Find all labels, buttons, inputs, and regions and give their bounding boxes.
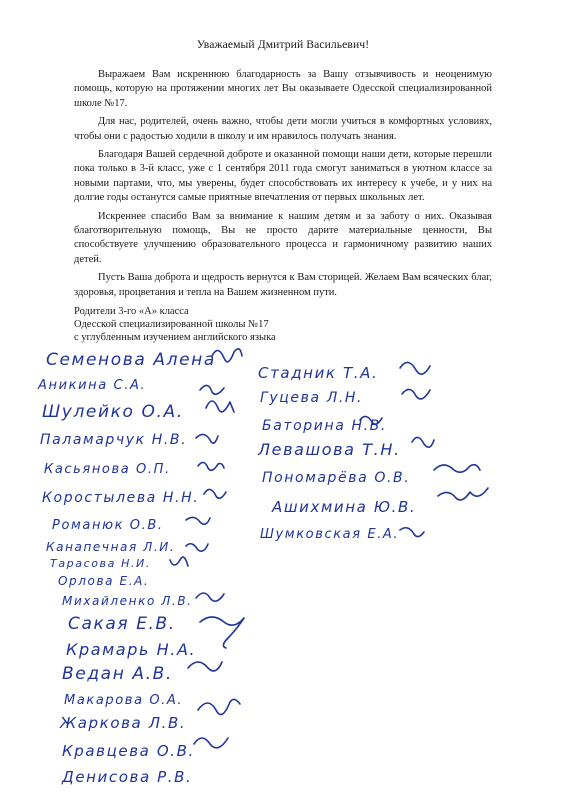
signature-right: Шумковская Е.А. — [260, 527, 400, 542]
signature-left: Жаркова Л.В. — [60, 714, 187, 732]
signature-right: Баторина Н.В. — [262, 418, 387, 434]
signature-left: Сакая Е.В. — [68, 614, 176, 634]
signature-left: Тарасова Н.И. — [50, 557, 151, 570]
signature-right: Стадник Т.А. — [258, 364, 379, 382]
signature-right: Гуцева Л.Н. — [260, 390, 364, 406]
signature-right: Левашова Т.Н. — [258, 440, 401, 459]
signature-left: Крамарь Н.А. — [66, 640, 197, 659]
signature-left: Романюк О.В. — [52, 518, 164, 533]
letter-greeting: Уважаемый Дмитрий Васильевич! — [196, 38, 370, 51]
signature-left: Коростылева Н.Н. — [42, 490, 200, 506]
signature-left: Аникина С.А. — [38, 378, 147, 393]
letter-paragraph: Выражаем Вам искреннюю благодарность за Вашу отзывчивость и неоценимую помощь, которую на протяжении многих лет Вы оказываете Одесской специализированной школе №17. — [74, 69, 492, 109]
sender-line: Одесской специализированной школы №17 — [74, 318, 269, 330]
letter-paragraph: Для нас, родителей, очень важно, чтобы дети могли учиться в комфортных условиях, чтобы они с радостью ходили в школу и им нравилось получать знания. — [74, 116, 492, 142]
letter-paragraph: Пусть Ваша доброта и щедрость вернутся к Вам сторицей. Желаем Вам всяческих благ, здоровья, процветания и тепла на Вашем жизненном пути. — [74, 272, 492, 298]
signature-left: Орлова Е.А. — [58, 574, 150, 588]
signature-right: Ашихмина Ю.В. — [272, 498, 417, 516]
signature-left: Касьянова О.П. — [44, 462, 171, 477]
signature-right: Пономарёва О.В. — [262, 470, 411, 486]
signature-left: Семенова Алена — [46, 350, 216, 370]
sender-line: с углубленным изучением английского языка — [74, 331, 276, 343]
signature-left: Михайленко Л.В. — [62, 594, 193, 608]
signature-left: Шулейко О.А. — [42, 402, 184, 422]
signature-left: Паламарчук Н.В. — [40, 432, 188, 448]
sender-line: Родители 3-го «А» класса — [74, 306, 189, 317]
letter-paragraph: Искреннее спасибо Вам за внимание к нашим детям и за заботу о них. Оказывая благотворительную помощь, Вы не просто дарите материальные ценности, Вы способствуете улучшению образовательного процесса и гармоничному развитию наших детей. — [74, 210, 492, 265]
signature-left: Канапечная Л.И. — [46, 540, 176, 554]
signature-left: Кравцева О.В. — [62, 742, 195, 760]
signature-left: Ведан А.В. — [62, 664, 173, 684]
letter-paragraph: Благодаря Вашей сердечной доброте и оказанной помощи наши дети, которые перешли пока только в 3-й класс, уже с 1 сентября 2011 года смогут заниматься в уютном классе за новыми партами, что, мы уверены, будет способствовать их интересу к учебе, и у них на долгие годы останутся самые приятные впечатления от первых школьных лет. — [74, 149, 492, 204]
signature-left: Денисова Р.В. — [62, 768, 193, 786]
signature-left: Макарова О.А. — [64, 693, 184, 708]
